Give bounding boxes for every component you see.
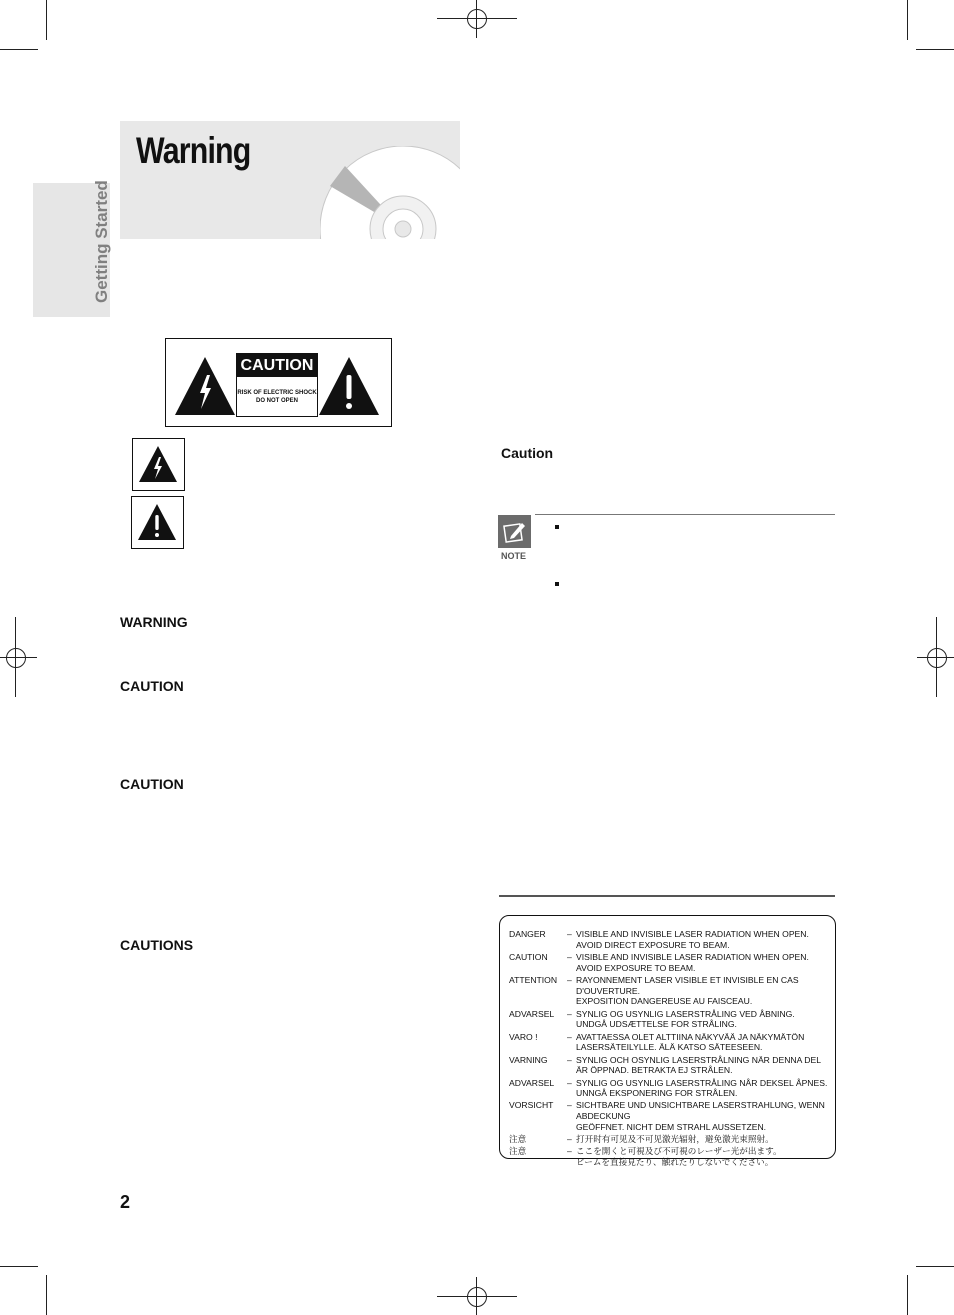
registration-mark <box>6 648 26 668</box>
exclamation-symbol-box <box>131 496 184 549</box>
laser-warning-message: VISIBLE AND INVISIBLE LASER RADIATION WHEN OPEN. AVOID DIRECT EXPOSURE TO BEAM. <box>576 929 809 950</box>
note-bullet <box>555 582 559 586</box>
exclamation-warning-icon <box>318 355 380 417</box>
registration-mark <box>437 18 517 19</box>
registration-mark <box>0 657 37 658</box>
laser-warning-row <box>509 1055 834 1076</box>
laser-warning-dash: – <box>567 1134 572 1145</box>
warning-heading: WARNING <box>120 614 188 630</box>
laser-warning-dash: – <box>567 951 572 962</box>
crop-mark <box>907 0 908 40</box>
laser-warning-message: SYNLIG OG USYNLIG LASERSTRÅLING NÅR DEKSEL ÅPNES. UNNGÅ EKSPONERING FOR STRÅLEN. <box>576 1077 828 1099</box>
laser-warning-key: VARO ! <box>509 1031 538 1042</box>
laser-warning-dash: – <box>567 929 572 939</box>
laser-warning-dash: – <box>567 1100 572 1111</box>
page-title: Warning <box>136 130 251 171</box>
crop-mark <box>916 49 954 50</box>
cautions-heading: CAUTIONS <box>120 937 194 953</box>
laser-warning-row <box>509 1078 834 1099</box>
laser-warning-label <box>499 915 836 1168</box>
laser-warning-row <box>509 952 834 973</box>
laser-warning-key: ATTENTION <box>509 974 558 985</box>
caution-sticker <box>236 353 318 417</box>
laser-warning-message: SYNLIG OCH OSYNLIG LASERSTRÅLNING NÄR DENNA DEL ÄR ÖPPNAD. BETRAKTA EJ STRÅLEN. <box>576 1054 821 1076</box>
laser-warning-key: VARNING <box>509 1054 548 1065</box>
registration-mark <box>476 1277 477 1315</box>
laser-warning-dash: – <box>567 1031 572 1042</box>
caution-heading: CAUTION <box>120 776 184 792</box>
laser-warning-message: 打开时有可见及不可见激光辐射，避免激光束照射。 <box>576 1134 774 1145</box>
laser-warning-message: ここを開くと可視及び不可視のレーザー光が出ます。 ビームを直接見たり、触れたりしないでください。 <box>576 1146 782 1168</box>
crop-mark <box>46 0 47 40</box>
laser-warning-message: SICHTBARE UND UNSICHTBARE LASERSTRAHLUNG, WENN ABDECKUNG GEÖFFNET. NICHT DEM STRAHL AUSSETZEN. <box>576 1100 825 1132</box>
note-bullet <box>555 525 559 529</box>
exclamation-warning-icon <box>137 503 177 541</box>
laser-warning-key: 注意 <box>509 1146 527 1157</box>
caution-heading: Caution <box>501 445 554 461</box>
laser-warning-dash: – <box>567 1008 572 1019</box>
registration-mark <box>467 1287 487 1307</box>
laser-warning-key: 注意 <box>509 1134 527 1145</box>
laser-warning-row <box>509 1032 834 1053</box>
laser-warning-key: CAUTION <box>509 951 548 962</box>
laser-warning-list <box>509 929 834 1169</box>
laser-warning-key: ADVARSEL <box>509 1077 555 1088</box>
lightning-warning-icon <box>138 445 178 483</box>
laser-warning-row <box>509 929 834 950</box>
laser-warning-key: DANGER <box>509 929 546 939</box>
laser-warning-dash: – <box>567 1146 572 1157</box>
caution-sticker-title: CAUTION <box>237 354 317 377</box>
laser-warning-message: SYNLIG OG USYNLIG LASERSTRÅLING VED ÅBNING. UNDGÅ UDSÆTTELSE FOR STRÅLING. <box>576 1008 795 1030</box>
laser-warning-row <box>509 1009 834 1030</box>
laser-warning-row <box>509 975 834 1007</box>
laser-warning-message: VISIBLE AND INVISIBLE LASER RADIATION WHEN OPEN. AVOID EXPOSURE TO BEAM. <box>576 951 809 973</box>
note-label: NOTE <box>501 551 527 561</box>
caution-heading: CAUTION <box>120 678 184 694</box>
laser-warning-message: RAYONNEMENT LASER VISIBLE ET INVISIBLE EN CAS D'OUVERTURE. EXPOSITION DANGEREUSE AU FAISCEAU. <box>576 974 799 1007</box>
laser-warning-row <box>509 1100 834 1132</box>
disc-icon <box>320 146 460 239</box>
registration-mark <box>15 617 16 697</box>
caution-sticker-text: RISK OF ELECTRIC SHOCK DO NOT OPEN <box>237 390 317 404</box>
crop-mark <box>907 1275 908 1315</box>
registration-mark <box>476 0 477 38</box>
registration-mark <box>467 9 487 29</box>
laser-warning-message: AVATTAESSA OLET ALTTIINA NÄKYVÄÄ JA NÄKYMÄTÖN LASERSÄTEILYLLE. ÄLÄ KATSO SÄTEESEEN. <box>576 1031 805 1053</box>
lightning-symbol-box <box>132 438 185 491</box>
crop-mark <box>0 49 38 50</box>
pencil-icon <box>502 519 527 544</box>
section-divider <box>499 895 835 897</box>
crop-mark <box>0 1266 38 1267</box>
laser-warning-dash: – <box>567 974 572 985</box>
laser-warning-row <box>509 1134 834 1145</box>
crop-mark <box>916 1266 954 1267</box>
laser-warning-dash: – <box>567 1077 572 1088</box>
side-tab-label: Getting Started <box>92 180 111 303</box>
note-icon <box>498 515 531 548</box>
laser-warning-row <box>509 1146 834 1167</box>
note-divider <box>535 514 835 515</box>
registration-mark <box>936 617 937 697</box>
laser-warning-dash: – <box>567 1054 572 1065</box>
registration-mark <box>927 648 947 668</box>
page-number: 2 <box>120 1192 131 1212</box>
registration-mark <box>437 1296 517 1297</box>
lightning-warning-icon <box>174 355 236 417</box>
laser-warning-key: ADVARSEL <box>509 1008 555 1019</box>
laser-warning-key: VORSICHT <box>509 1100 554 1111</box>
crop-mark <box>46 1275 47 1315</box>
